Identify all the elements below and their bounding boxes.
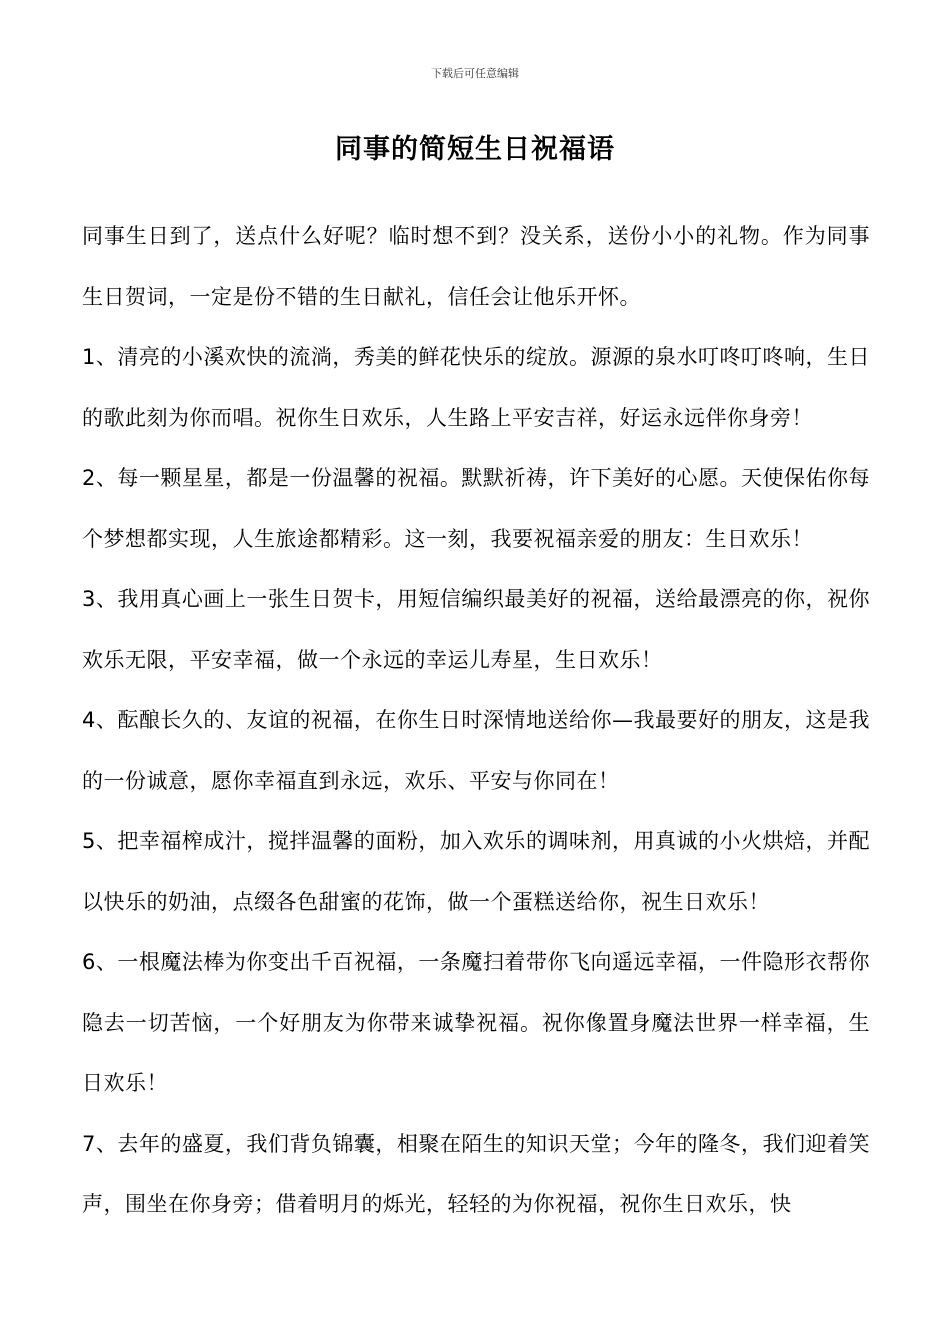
header-note: 下载后可任意编辑 bbox=[431, 67, 519, 80]
wish-paragraph-3: 3、我用真心画上一张生日贺卡，用短信编织最美好的祝福，送给最漂亮的你，祝你欢乐无限，平安幸福，做一个永远的幸运儿寿星，生日欢乐！ bbox=[82, 587, 870, 672]
wish-paragraph-7: 7、去年的盛夏，我们背负锦囊，相聚在陌生的知识天堂；今年的隆冬，我们迎着笑声，围坐在你身旁；借着明月的烁光，轻轻的为你祝福，祝你生日欢乐，快 bbox=[82, 1131, 870, 1216]
wish-paragraph-4: 4、酝酿长久的、友谊的祝福，在你生日时深情地送给你—我最要好的朋友，这是我的一份诚意，愿你幸福直到永远，欢乐、平安与你同在！ bbox=[82, 708, 870, 793]
wish-paragraph-2: 2、每一颗星星，都是一份温馨的祝福。默默祈祷，许下美好的心愿。天使保佑你每个梦想都实现，人生旅途都精彩。这一刻，我要祝福亲爱的朋友：生日欢乐！ bbox=[82, 466, 870, 551]
wish-paragraph-5: 5、把幸福榨成汁，搅拌温馨的面粉，加入欢乐的调味剂，用真诚的小火烘焙，并配以快乐的奶油，点缀各色甜蜜的花饰，做一个蛋糕送给你，祝生日欢乐！ bbox=[82, 829, 870, 914]
document-body bbox=[82, 206, 870, 1235]
document-title: 同事的简短生日祝福语 bbox=[335, 134, 615, 165]
wish-paragraph-6: 6、一根魔法棒为你变出千百祝福，一条魔扫着带你飞向遥远幸福，一件隐形衣帮你隐去一切苦恼，一个好朋友为你带来诚挚祝福。祝你像置身魔法世界一样幸福，生日欢乐！ bbox=[82, 950, 870, 1095]
wish-paragraph-1: 1、清亮的小溪欢快的流淌，秀美的鲜花快乐的绽放。源源的泉水叮咚叮咚响，生日的歌此刻为你而唱。祝你生日欢乐，人生路上平安吉祥，好运永远伴你身旁！ bbox=[82, 345, 870, 430]
intro-paragraph: 同事生日到了，送点什么好呢？临时想不到？没关系，送份小小的礼物。作为同事生日贺词，一定是份不错的生日献礼，信任会让他乐开怀。 bbox=[82, 224, 870, 309]
